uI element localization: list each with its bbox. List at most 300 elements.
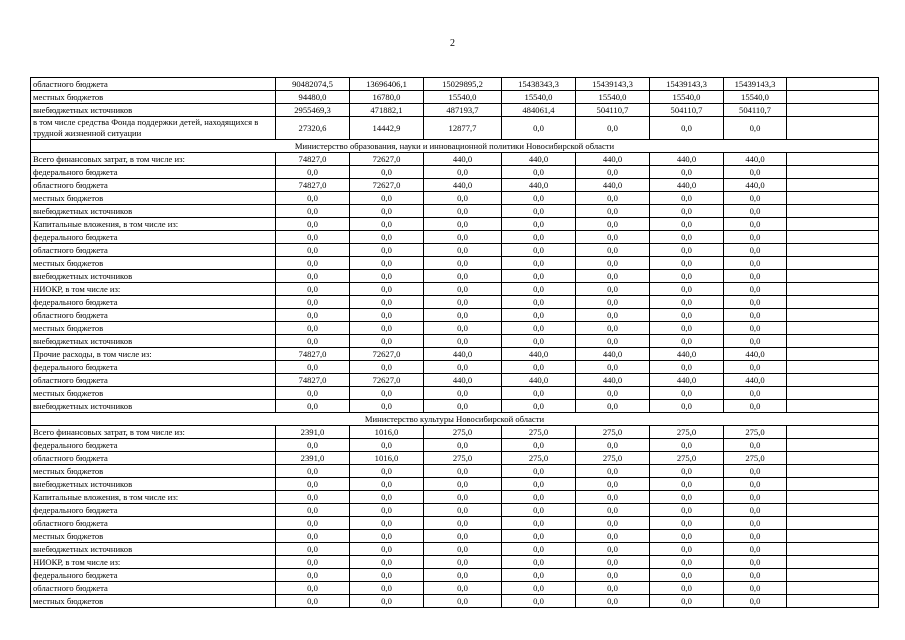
value-cell: 0,0 [424, 205, 502, 218]
value-cell [787, 556, 879, 569]
value-cell [787, 569, 879, 582]
value-cell: 14442,9 [350, 117, 424, 140]
value-cell: 0,0 [650, 322, 724, 335]
value-cell [787, 478, 879, 491]
row-label: Всего финансовых затрат, в том числе из: [31, 426, 276, 439]
value-cell: 0,0 [650, 309, 724, 322]
value-cell: 0,0 [650, 166, 724, 179]
value-cell: 0,0 [350, 530, 424, 543]
table-row [31, 322, 879, 335]
value-cell: 0,0 [276, 595, 350, 608]
value-cell: 2955469,3 [276, 104, 350, 117]
table-row [31, 166, 879, 179]
value-cell: 72627,0 [350, 374, 424, 387]
value-cell: 440,0 [502, 348, 576, 361]
value-cell: 0,0 [424, 478, 502, 491]
value-cell [787, 348, 879, 361]
value-cell [787, 426, 879, 439]
value-cell: 0,0 [350, 192, 424, 205]
value-cell: 0,0 [502, 400, 576, 413]
value-cell: 0,0 [576, 218, 650, 231]
value-cell: 0,0 [650, 491, 724, 504]
value-cell: 0,0 [576, 439, 650, 452]
value-cell: 487193,7 [424, 104, 502, 117]
value-cell: 0,0 [724, 231, 787, 244]
value-cell: 0,0 [276, 322, 350, 335]
value-cell: 0,0 [502, 517, 576, 530]
value-cell: 0,0 [276, 504, 350, 517]
table-row [31, 491, 879, 504]
value-cell: 0,0 [576, 504, 650, 517]
value-cell: 0,0 [276, 283, 350, 296]
value-cell: 0,0 [276, 205, 350, 218]
value-cell: 0,0 [650, 205, 724, 218]
value-cell: 0,0 [502, 166, 576, 179]
value-cell: 0,0 [502, 387, 576, 400]
value-cell: 0,0 [576, 270, 650, 283]
value-cell: 440,0 [724, 348, 787, 361]
row-label: местных бюджетов [31, 530, 276, 543]
row-label: внебюджетных источников [31, 543, 276, 556]
value-cell: 0,0 [576, 582, 650, 595]
value-cell: 0,0 [424, 322, 502, 335]
value-cell: 0,0 [650, 556, 724, 569]
value-cell: 0,0 [350, 270, 424, 283]
value-cell: 0,0 [724, 335, 787, 348]
value-cell [787, 270, 879, 283]
value-cell: 0,0 [350, 283, 424, 296]
value-cell: 0,0 [724, 218, 787, 231]
value-cell: 0,0 [350, 361, 424, 374]
value-cell: 0,0 [576, 192, 650, 205]
value-cell: 275,0 [650, 426, 724, 439]
value-cell: 0,0 [724, 478, 787, 491]
value-cell: 440,0 [502, 374, 576, 387]
value-cell: 0,0 [724, 257, 787, 270]
row-label: федерального бюджета [31, 166, 276, 179]
value-cell: 0,0 [502, 491, 576, 504]
value-cell: 0,0 [576, 400, 650, 413]
value-cell: 0,0 [276, 439, 350, 452]
value-cell: 0,0 [350, 569, 424, 582]
value-cell: 440,0 [650, 179, 724, 192]
value-cell: 0,0 [650, 296, 724, 309]
value-cell: 440,0 [576, 179, 650, 192]
value-cell [787, 117, 879, 140]
value-cell: 0,0 [276, 491, 350, 504]
value-cell: 504110,7 [724, 104, 787, 117]
value-cell: 440,0 [576, 153, 650, 166]
table-row [31, 582, 879, 595]
value-cell: 0,0 [276, 465, 350, 478]
value-cell: 0,0 [424, 556, 502, 569]
value-cell: 13696406,1 [350, 78, 424, 91]
value-cell: 471882,1 [350, 104, 424, 117]
value-cell: 0,0 [350, 335, 424, 348]
value-cell [787, 595, 879, 608]
value-cell: 0,0 [650, 244, 724, 257]
value-cell: 0,0 [724, 400, 787, 413]
value-cell: 0,0 [502, 231, 576, 244]
value-cell: 0,0 [724, 465, 787, 478]
value-cell: 0,0 [576, 595, 650, 608]
value-cell: 0,0 [276, 530, 350, 543]
row-label: НИОКР, в том числе из: [31, 283, 276, 296]
table-row [31, 257, 879, 270]
value-cell: 0,0 [502, 582, 576, 595]
row-label: областного бюджета [31, 517, 276, 530]
value-cell: 15029895,2 [424, 78, 502, 91]
table-row [31, 283, 879, 296]
value-cell: 0,0 [724, 530, 787, 543]
value-cell: 0,0 [350, 595, 424, 608]
table-row [31, 452, 879, 465]
value-cell: 0,0 [424, 517, 502, 530]
value-cell [787, 153, 879, 166]
row-label: областного бюджета [31, 452, 276, 465]
value-cell: 0,0 [424, 231, 502, 244]
value-cell: 0,0 [650, 543, 724, 556]
table-row [31, 543, 879, 556]
value-cell: 0,0 [276, 296, 350, 309]
value-cell: 0,0 [424, 582, 502, 595]
value-cell: 0,0 [502, 504, 576, 517]
value-cell: 74827,0 [276, 153, 350, 166]
table-row [31, 231, 879, 244]
value-cell: 0,0 [350, 439, 424, 452]
value-cell: 275,0 [424, 426, 502, 439]
row-label: областного бюджета [31, 374, 276, 387]
value-cell [787, 322, 879, 335]
table-row [31, 374, 879, 387]
value-cell: 0,0 [276, 192, 350, 205]
value-cell: 0,0 [502, 478, 576, 491]
value-cell: 72627,0 [350, 153, 424, 166]
value-cell [787, 582, 879, 595]
value-cell: 0,0 [276, 517, 350, 530]
row-label: Капитальные вложения, в том числе из: [31, 218, 276, 231]
value-cell [787, 543, 879, 556]
value-cell: 0,0 [276, 335, 350, 348]
value-cell: 0,0 [724, 205, 787, 218]
value-cell: 0,0 [576, 530, 650, 543]
table-row [31, 504, 879, 517]
value-cell [787, 361, 879, 374]
value-cell: 0,0 [502, 556, 576, 569]
value-cell: 0,0 [724, 244, 787, 257]
value-cell: 0,0 [650, 504, 724, 517]
value-cell [787, 78, 879, 91]
value-cell: 440,0 [424, 153, 502, 166]
value-cell: 0,0 [276, 231, 350, 244]
value-cell: 0,0 [350, 543, 424, 556]
value-cell: 0,0 [276, 387, 350, 400]
value-cell: 0,0 [502, 257, 576, 270]
value-cell: 12877,7 [424, 117, 502, 140]
value-cell: 0,0 [350, 465, 424, 478]
value-cell: 74827,0 [276, 179, 350, 192]
value-cell: 1016,0 [350, 426, 424, 439]
value-cell: 0,0 [724, 322, 787, 335]
value-cell: 0,0 [424, 530, 502, 543]
value-cell: 440,0 [650, 374, 724, 387]
value-cell: 0,0 [502, 543, 576, 556]
value-cell: 0,0 [650, 582, 724, 595]
row-label: федерального бюджета [31, 504, 276, 517]
value-cell: 16780,0 [350, 91, 424, 104]
row-label: внебюджетных источников [31, 205, 276, 218]
table-row [31, 361, 879, 374]
value-cell: 15540,0 [502, 91, 576, 104]
value-cell: 0,0 [502, 283, 576, 296]
row-label: местных бюджетов [31, 465, 276, 478]
value-cell [787, 244, 879, 257]
value-cell: 0,0 [276, 257, 350, 270]
value-cell: 0,0 [650, 283, 724, 296]
value-cell: 15438343,3 [502, 78, 576, 91]
table-row [31, 439, 879, 452]
value-cell: 0,0 [576, 309, 650, 322]
value-cell: 0,0 [350, 491, 424, 504]
value-cell: 0,0 [724, 283, 787, 296]
value-cell: 15439143,3 [650, 78, 724, 91]
row-label: федерального бюджета [31, 296, 276, 309]
value-cell: 0,0 [350, 478, 424, 491]
value-cell: 0,0 [576, 491, 650, 504]
value-cell: 0,0 [724, 517, 787, 530]
value-cell: 0,0 [502, 270, 576, 283]
value-cell: 72627,0 [350, 179, 424, 192]
value-cell [787, 205, 879, 218]
value-cell: 0,0 [502, 205, 576, 218]
value-cell: 0,0 [650, 530, 724, 543]
value-cell: 275,0 [576, 452, 650, 465]
value-cell [787, 257, 879, 270]
section-header-row [31, 140, 879, 153]
value-cell: 0,0 [650, 361, 724, 374]
value-cell [787, 309, 879, 322]
value-cell: 0,0 [576, 387, 650, 400]
value-cell: 484061,4 [502, 104, 576, 117]
value-cell: 0,0 [350, 244, 424, 257]
table-row [31, 309, 879, 322]
value-cell: 15439143,3 [724, 78, 787, 91]
value-cell: 0,0 [576, 361, 650, 374]
row-label: областного бюджета [31, 309, 276, 322]
value-cell: 15439143,3 [576, 78, 650, 91]
value-cell: 0,0 [576, 205, 650, 218]
row-label: областного бюджета [31, 582, 276, 595]
table-row [31, 296, 879, 309]
table-row [31, 117, 879, 140]
value-cell: 440,0 [424, 374, 502, 387]
value-cell: 504110,7 [650, 104, 724, 117]
value-cell: 0,0 [576, 231, 650, 244]
value-cell: 0,0 [724, 166, 787, 179]
table-row [31, 179, 879, 192]
row-label: федерального бюджета [31, 569, 276, 582]
value-cell: 0,0 [276, 556, 350, 569]
value-cell: 0,0 [724, 491, 787, 504]
value-cell: 0,0 [276, 478, 350, 491]
value-cell: 0,0 [276, 244, 350, 257]
row-label: местных бюджетов [31, 387, 276, 400]
value-cell: 0,0 [724, 439, 787, 452]
row-label: федерального бюджета [31, 231, 276, 244]
value-cell [787, 374, 879, 387]
value-cell: 0,0 [502, 192, 576, 205]
value-cell: 0,0 [350, 556, 424, 569]
value-cell: 0,0 [502, 309, 576, 322]
value-cell: 440,0 [502, 153, 576, 166]
value-cell [787, 504, 879, 517]
value-cell: 0,0 [350, 504, 424, 517]
row-label: Капитальные вложения, в том числе из: [31, 491, 276, 504]
value-cell: 440,0 [576, 374, 650, 387]
table-row [31, 348, 879, 361]
value-cell: 440,0 [650, 153, 724, 166]
value-cell: 0,0 [276, 218, 350, 231]
table-row [31, 478, 879, 491]
value-cell: 0,0 [350, 400, 424, 413]
table-row [31, 192, 879, 205]
value-cell: 275,0 [502, 426, 576, 439]
value-cell: 0,0 [576, 117, 650, 140]
value-cell: 275,0 [424, 452, 502, 465]
section-title: Министерство образования, науки и инновационной политики Новосибирской области [31, 140, 879, 153]
value-cell [787, 192, 879, 205]
value-cell: 0,0 [576, 244, 650, 257]
value-cell: 0,0 [650, 439, 724, 452]
value-cell: 0,0 [276, 270, 350, 283]
value-cell: 0,0 [424, 387, 502, 400]
table-row [31, 104, 879, 117]
value-cell: 0,0 [724, 569, 787, 582]
value-cell: 15540,0 [650, 91, 724, 104]
value-cell: 0,0 [424, 569, 502, 582]
value-cell [787, 530, 879, 543]
value-cell: 0,0 [502, 244, 576, 257]
table-row [31, 556, 879, 569]
value-cell: 275,0 [502, 452, 576, 465]
table-row [31, 465, 879, 478]
row-label: внебюджетных источников [31, 104, 276, 117]
value-cell: 440,0 [502, 179, 576, 192]
value-cell: 0,0 [724, 543, 787, 556]
value-cell: 0,0 [576, 166, 650, 179]
value-cell: 0,0 [350, 205, 424, 218]
value-cell: 0,0 [350, 231, 424, 244]
value-cell: 74827,0 [276, 348, 350, 361]
value-cell: 15540,0 [424, 91, 502, 104]
table-row [31, 218, 879, 231]
table-row [31, 153, 879, 166]
value-cell: 440,0 [724, 179, 787, 192]
value-cell: 0,0 [350, 257, 424, 270]
value-cell [787, 104, 879, 117]
table-row [31, 595, 879, 608]
value-cell [787, 452, 879, 465]
value-cell: 15540,0 [576, 91, 650, 104]
value-cell: 0,0 [724, 309, 787, 322]
row-label: федерального бюджета [31, 361, 276, 374]
value-cell: 0,0 [424, 166, 502, 179]
value-cell: 0,0 [650, 465, 724, 478]
value-cell [787, 179, 879, 192]
value-cell: 90482074,5 [276, 78, 350, 91]
value-cell: 0,0 [650, 218, 724, 231]
value-cell: 0,0 [350, 322, 424, 335]
table-row [31, 205, 879, 218]
value-cell: 0,0 [424, 439, 502, 452]
value-cell: 0,0 [424, 296, 502, 309]
table-row [31, 530, 879, 543]
value-cell [787, 335, 879, 348]
value-cell: 0,0 [424, 218, 502, 231]
value-cell: 0,0 [502, 595, 576, 608]
section-header-row [31, 413, 879, 426]
value-cell: 0,0 [502, 569, 576, 582]
value-cell: 0,0 [350, 582, 424, 595]
value-cell: 0,0 [276, 400, 350, 413]
table-row [31, 517, 879, 530]
value-cell: 0,0 [576, 322, 650, 335]
value-cell: 0,0 [424, 361, 502, 374]
value-cell: 275,0 [576, 426, 650, 439]
row-label: местных бюджетов [31, 257, 276, 270]
value-cell: 0,0 [650, 257, 724, 270]
value-cell: 0,0 [650, 595, 724, 608]
row-label: Всего финансовых затрат, в том числе из: [31, 153, 276, 166]
value-cell: 0,0 [650, 117, 724, 140]
value-cell: 0,0 [502, 117, 576, 140]
table-row [31, 91, 879, 104]
value-cell: 0,0 [350, 309, 424, 322]
value-cell: 0,0 [650, 270, 724, 283]
value-cell: 275,0 [724, 452, 787, 465]
value-cell: 1016,0 [350, 452, 424, 465]
value-cell: 0,0 [424, 595, 502, 608]
value-cell: 0,0 [650, 478, 724, 491]
value-cell: 0,0 [650, 400, 724, 413]
value-cell: 0,0 [724, 504, 787, 517]
value-cell: 0,0 [724, 556, 787, 569]
value-cell: 275,0 [650, 452, 724, 465]
table-row [31, 569, 879, 582]
table-row [31, 400, 879, 413]
value-cell [787, 91, 879, 104]
value-cell: 440,0 [424, 348, 502, 361]
value-cell: 0,0 [502, 218, 576, 231]
value-cell: 0,0 [576, 569, 650, 582]
value-cell: 0,0 [276, 309, 350, 322]
row-label: областного бюджета [31, 244, 276, 257]
value-cell: 0,0 [424, 309, 502, 322]
value-cell [787, 465, 879, 478]
value-cell: 0,0 [576, 283, 650, 296]
value-cell: 440,0 [650, 348, 724, 361]
value-cell [787, 517, 879, 530]
row-label: местных бюджетов [31, 91, 276, 104]
table-row [31, 78, 879, 91]
value-cell: 0,0 [502, 335, 576, 348]
value-cell [787, 400, 879, 413]
row-label: в том числе средства Фонда поддержки детей, находящихся в трудной жизненной ситуации [31, 117, 276, 140]
row-label: областного бюджета [31, 179, 276, 192]
value-cell: 2391,0 [276, 452, 350, 465]
value-cell: 0,0 [650, 335, 724, 348]
value-cell: 440,0 [724, 374, 787, 387]
